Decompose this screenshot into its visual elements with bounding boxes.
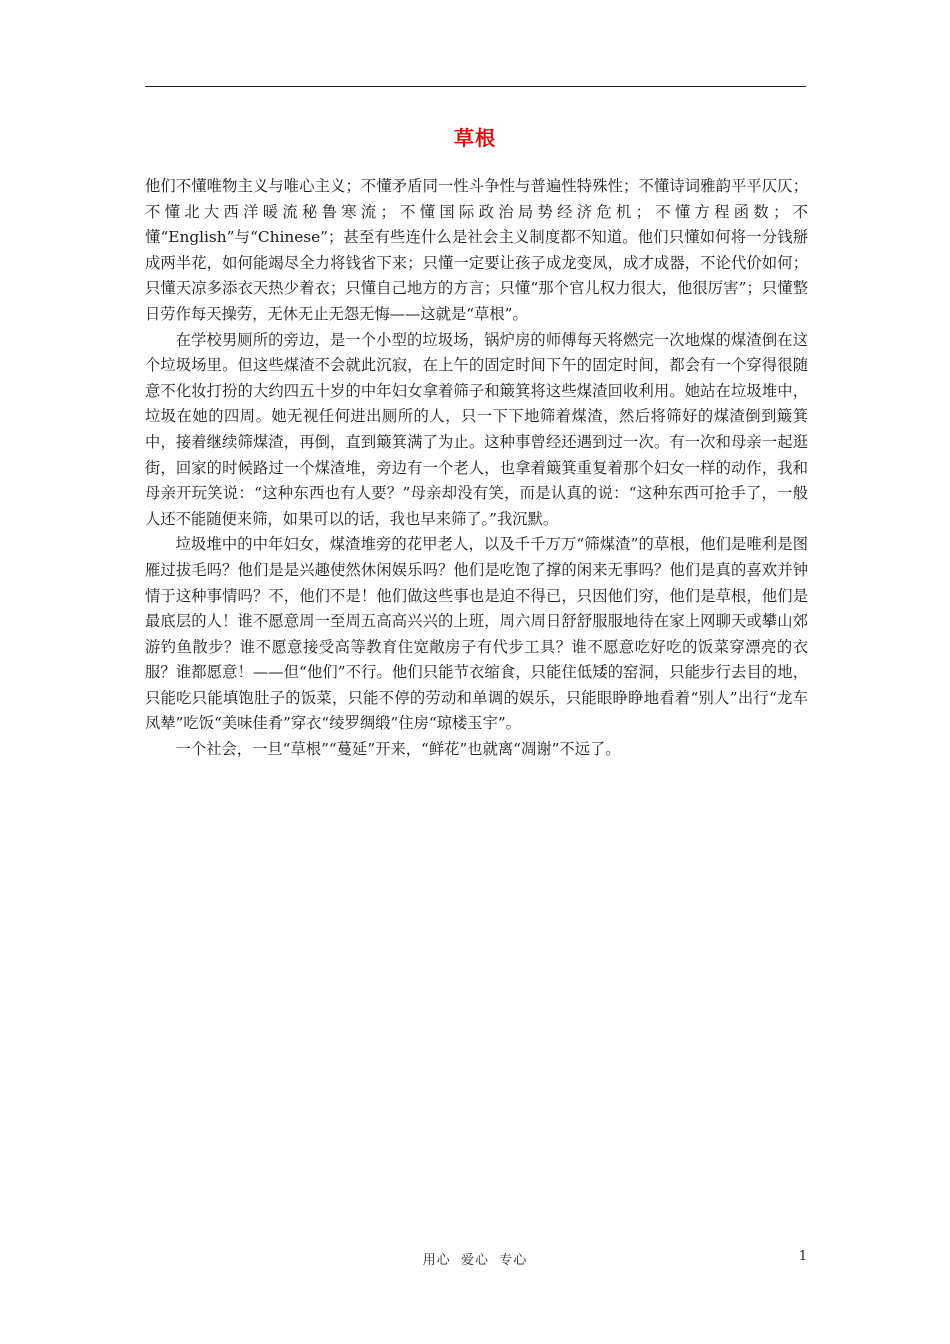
paragraph-2: 在学校男厕所的旁边，是一个小型的垃圾场，锅炉房的师傅每天将燃完一次地煤的煤渣倒在这个垃圾场里。但这些煤渣不会就此沉寂，在上午的固定时间下午的固定时间，都会有一个穿得很随意不化妆打扮的大约四五十岁的中年妇女拿着筛子和簸箕将这些煤渣回收利用。她站在垃圾堆中，垃圾在她的四周。她无视任何进出厕所的人，只一下下地筛着煤渣，然后将筛好的煤渣倒到簸箕中，接着继续筛煤渣，再倒，直到簸箕满了为止。这种事曾经还遇到过一次。有一次和母亲一起逛街，回家的时候路过一个煤渣堆，旁边有一个老人，也拿着簸箕重复着那个妇女一样的动作，我和母亲开玩笑说：“这种东西也有人要？”母亲却没有笑，而是认真的说：“这种东西可抢手了，一般人还不能随便来筛，如果可以的话，我也早来筛了。”我沉默。	[145, 330, 808, 528]
paragraph-3: 垃圾堆中的中年妇女，煤渣堆旁的花甲老人，以及千千万万“筛煤渣”的草根，他们是唯利是图雁过拔毛吗？他们是是兴趣使然休闲娱乐吗？他们是吃饱了撑的闲来无事吗？他们是真的喜欢并钟情于这种事情吗？不，他们不是！他们做这些事也是迫不得已，只因他们穷，他们是草根，他们是最底层的人！谁不愿意周一至周五高高兴兴的上班，周六周日舒舒服服地待在家上网聊天或攀山郊游钓鱼散步？谁不愿意接受高等教育住宽敞房子有代步工具？谁不愿意吃好吃的饭菜穿漂亮的衣服？谁都愿意！——但“他们”不行。他们只能节衣缩食，只能住低矮的窑洞，只能步行去目的地，只能吃只能填饱肚子的饭菜，只能不停的劳动和单调的娱乐，只能眼睁睁地看着“别人”出行“龙车凤辇”吃饭“美味佳肴”穿衣“绫罗绸缎”住房“琼楼玉宇”。	[145, 535, 808, 733]
paragraph-1: 他们不懂唯物主义与唯心主义；不懂矛盾同一性斗争性与普遍性特殊性；不懂诗词雅韵平平仄仄；不懂北大西洋暖流秘鲁寒流；不懂国际政治局势经济危机；不懂方程函数；不懂“English”与“Chinese”；甚至有些连什么是社会主义制度都不知道。他们只懂如何将一分钱掰成两半花，如何能竭尽全力将钱省下来；只懂一定要让孩子成龙变凤，成才成器，不论代价如何；只懂天凉多添衣天热少着衣；只懂自己地方的方言；只懂“那个官儿权力很大，他很厉害”；只懂整日劳作每天操劳，无休无止无怨无悔——这就是“草根”。	[145, 177, 808, 323]
paragraph-4: 一个社会，一旦“草根”“蔓延”开来，“鲜花”也就离“凋谢”不远了。	[175, 740, 621, 759]
document-title: 草根	[454, 126, 496, 150]
page-number: 1	[798, 1249, 807, 1264]
footer-motto: 用心 爱心 专心	[422, 1253, 528, 1268]
header-rule	[145, 86, 806, 87]
document-body	[145, 174, 808, 763]
